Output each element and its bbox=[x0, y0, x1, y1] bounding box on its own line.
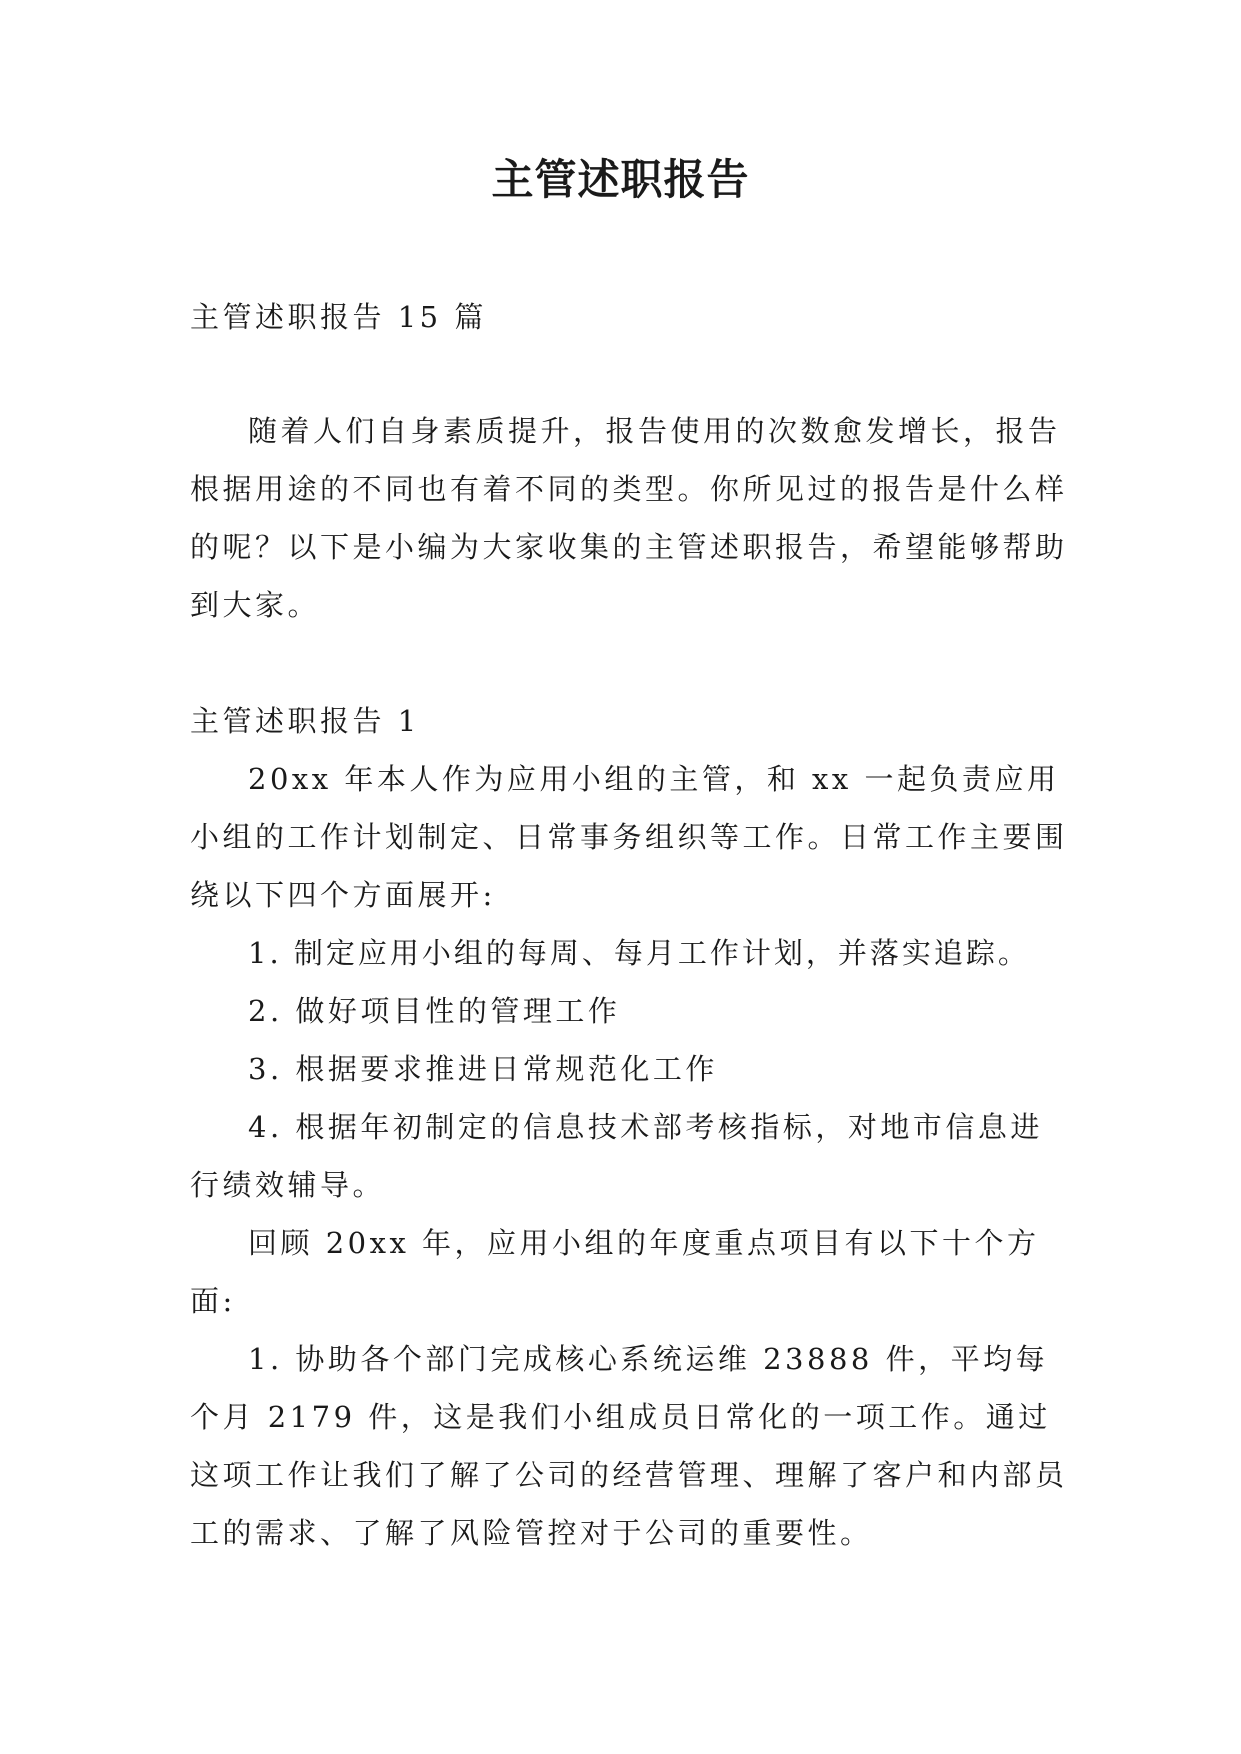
document-title: 主管述职报告 bbox=[491, 155, 750, 204]
list-item: 1. 制定应用小组的每周、每月工作计划，并落实追踪。 bbox=[248, 936, 1030, 970]
list-item: 3. 根据要求推进日常规范化工作 bbox=[248, 1052, 718, 1086]
intro-paragraph: 随着人们自身素质提升，报告使用的次数愈发增长，报告根据用途的不同也有着不同的类型。你所见过的报告是什么样的呢？以下是小编为大家收集的主管述职报告，希望能够帮助到大家。 bbox=[190, 414, 1068, 622]
document-subtitle: 主管述职报告 15 篇 bbox=[190, 300, 487, 334]
document-body bbox=[190, 288, 1070, 1562]
section-paragraph: 回顾 20xx 年，应用小组的年度重点项目有以下十个方面: bbox=[190, 1226, 1040, 1318]
list-item: 4. 根据年初制定的信息技术部考核指标，对地市信息进行绩效辅导。 bbox=[190, 1110, 1043, 1202]
section-paragraph: 1. 协助各个部门完成核心系统运维 23888 件，平均每个月 2179 件，这是我们小组成员日常化的一项工作。通过这项工作让我们了解了公司的经营管理、理解了客户和内部员工的需求、了解了风险管控对于公司的重要性。 bbox=[190, 1342, 1068, 1550]
section-heading: 主管述职报告 1 bbox=[190, 704, 420, 738]
list-item: 2. 做好项目性的管理工作 bbox=[248, 994, 621, 1028]
section-paragraph: 20xx 年本人作为应用小组的主管，和 xx 一起负责应用小组的工作计划制定、日常事务组织等工作。日常工作主要围绕以下四个方面展开: bbox=[190, 762, 1068, 912]
